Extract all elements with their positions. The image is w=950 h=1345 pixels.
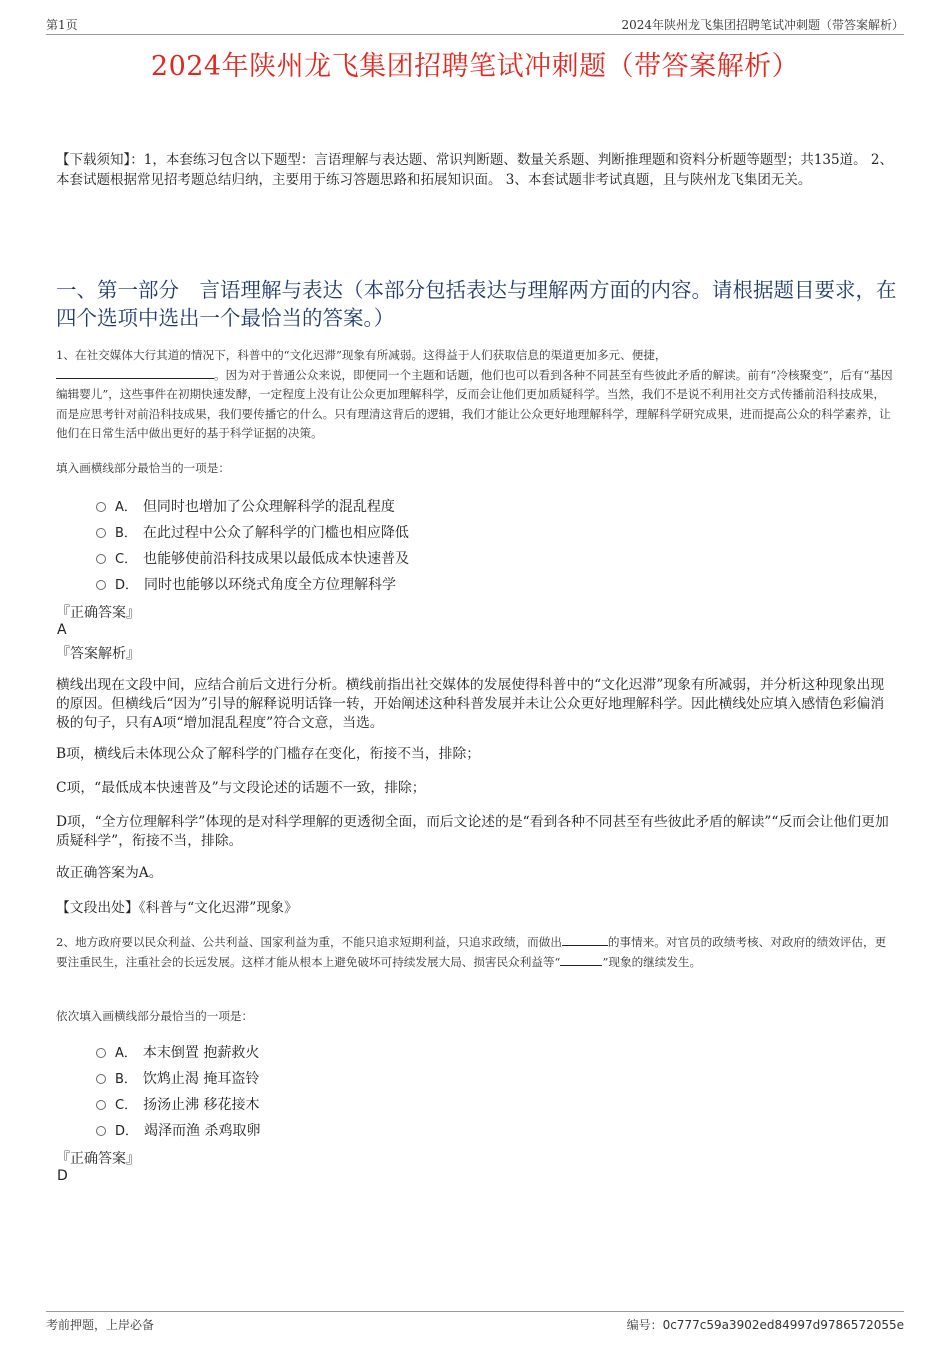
question-1-text (56, 346, 894, 444)
question-1-option-b[interactable]: B． 在此过程中公众了解科学的门槛也相应降低 (96, 522, 409, 542)
header-doc-title: 2024年陕州龙飞集团招聘笔试冲刺题（带答案解析） (621, 18, 904, 32)
radio-icon[interactable] (96, 1100, 106, 1110)
page-number: 第1页 (46, 18, 78, 32)
question-1-analysis-c: C项，“最低成本快速普及”与文段论述的话题不一致，排除； (56, 780, 426, 796)
question-2-answer: D (57, 1168, 68, 1184)
question-1-text-before: 1、在社交媒体大行其道的情况下，科普中的“文化迟滞”现象有所减弱。这得益于人们获取信息的渠道更加多元、便捷， (56, 348, 667, 362)
question-2-option-c[interactable]: C． 扬汤止沸 移花接木 (96, 1094, 260, 1114)
page-header (46, 14, 904, 35)
question-1-blank (56, 366, 214, 379)
question-1-option-d[interactable]: D． 同时也能够以环绕式角度全方位理解科学 (96, 574, 396, 594)
radio-icon[interactable] (96, 1074, 106, 1084)
question-1-option-a[interactable]: A． 但同时也增加了公众理解科学的混乱程度 (96, 496, 395, 516)
footer-code-label: 编号： (626, 1318, 663, 1332)
question-2-blank-2 (560, 953, 602, 966)
radio-icon[interactable] (96, 554, 106, 564)
question-2-answer-label: 『正确答案』 (56, 1151, 140, 1167)
question-2-option-b[interactable]: B． 饮鸩止渴 掩耳盗铃 (96, 1068, 259, 1088)
question-1-option-c[interactable]: C． 也能够使前沿科技成果以最低成本快速普及 (96, 548, 409, 568)
question-1-text-after: 。因为对于普通公众来说，即便同一个主题和话题，他们也可以看到各种不同甚至有些彼此矛盾的解读。前有“冷核聚变”，后有“基因编辑婴儿”，这些事件在初期快速发酵，一定程度上没有让公众更加理解科学，反而会让他们更加质疑科学。当然，我们不是说不利用社交方式传播前沿科技成果，而是应思考针对前沿科技成果，我们要传播它的什么。只有理清这背后的逻辑，我们才能让公众更好地理解科学，理解科学研究成果，进而提高公众的科学素养，让他们在日常生活中做出更好的基于科学证据的决策。 (56, 367, 893, 440)
footer-code-value: 0c777c59a3902ed84997d9786572055e (662, 1318, 904, 1332)
question-1-analysis-main: 横线出现在文段中间，应结合前后文进行分析。横线前指出社交媒体的发展使得科普中的“文化迟滞”现象有所减弱，并分析这种现象出现的原因。但横线后“因为”引导的解释说明话锋一转，开始阐述这种科普发展并未让公众更好地理解科学。因此横线处应填入感情色彩偏消极的句子，只有A项“增加混乱程度”符合文意，当选。 (56, 677, 885, 731)
radio-icon[interactable] (96, 528, 106, 538)
radio-icon[interactable] (96, 1126, 106, 1136)
question-2-option-a[interactable]: A． 本末倒置 抱薪救火 (96, 1042, 259, 1062)
download-notice: 【下载须知】：1，本套练习包含以下题型：言语理解与表达题、常识判断题、数量关系题、判断推理题和资料分析题等题型；共135道。 2、本套试题根据常见招考题总结归纳，主要用于练习答题思路和拓展知识面。 3、本套试题非考试真题，且与陕州龙飞集团无关。 (56, 152, 893, 188)
document-title: 2024年陕州龙飞集团招聘笔试冲刺题（带答案解析） (150, 51, 800, 82)
question-1-source: 【文段出处】《科普与“文化迟滞”现象》 (56, 900, 298, 916)
question-1-prompt: 填入画横线部分最恰当的一项是： (56, 461, 230, 475)
radio-icon[interactable] (96, 1048, 106, 1058)
section-heading: 一、第一部分 言语理解与表达（本部分包括表达与理解两方面的内容。请根据题目要求，在四个选项中选出一个最恰当的答案。） (56, 278, 897, 330)
question-1-answer-label: 『正确答案』 (56, 605, 140, 621)
footer-code (627, 1316, 904, 1333)
question-2-prompt: 依次填入画横线部分最恰当的一项是： (56, 1009, 254, 1023)
question-1-analysis-d: D项，“全方位理解科学”体现的是对科学理解的更透彻全面，而后文论述的是“看到各种不同甚至有些彼此矛盾的解读”“反而会让他们更加质疑科学”，衔接不当，排除。 (56, 814, 889, 849)
page-footer (46, 1311, 904, 1336)
question-2-text: 2、地方政府要以民众利益、公共利益、国家利益为重，不能只追求短期利益，只追求政绩，而做出 的事情来。对官员的政绩考核、对政府的绩效评估，更要注重民生，注重社会的长远发展。这样才能从根本上避免破坏可持续发展大局、损害民众利益等“ ”现象的继续发生。 (56, 935, 887, 969)
question-1-analysis-b: B项，横线后未体现公众了解科学的门槛存在变化，衔接不当，排除； (56, 746, 481, 762)
question-2-option-d[interactable]: D． 竭泽而渔 杀鸡取卵 (96, 1120, 260, 1140)
question-2-blank-1 (562, 933, 608, 946)
footer-slogan: 考前押题，上岸必备 (46, 1318, 155, 1332)
radio-icon[interactable] (96, 502, 106, 512)
question-1-analysis-conclusion: 故正确答案为A。 (56, 865, 163, 881)
radio-icon[interactable] (96, 580, 106, 590)
question-1-analysis-label: 『答案解析』 (56, 646, 140, 662)
question-1-answer: A (57, 622, 67, 638)
